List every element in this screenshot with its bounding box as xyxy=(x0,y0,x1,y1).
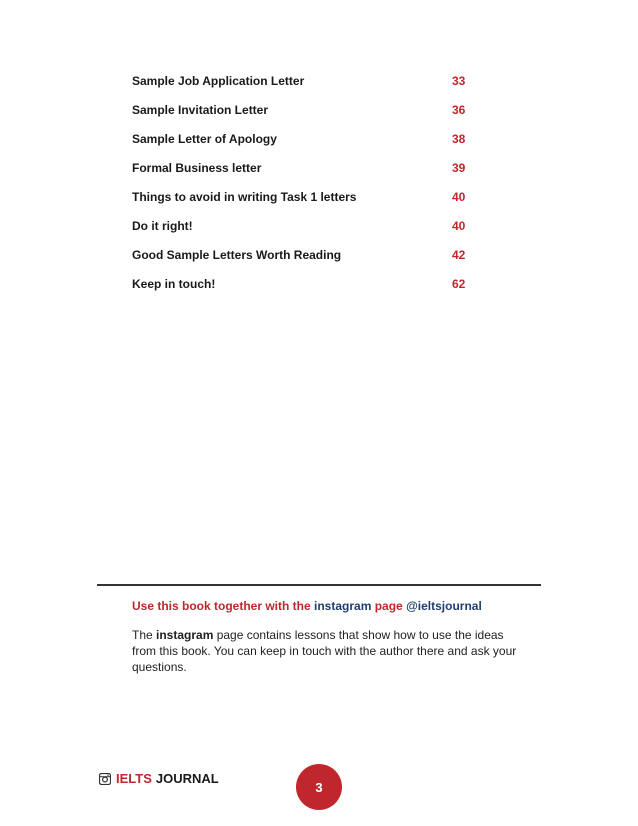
toc-entry-page: 42 xyxy=(452,247,466,262)
toc-entry-title: Formal Business letter xyxy=(132,160,262,175)
toc-entry-page: 38 xyxy=(452,131,466,146)
toc-entry[interactable] xyxy=(132,124,482,153)
toc-entry-title: Things to avoid in writing Task 1 letters xyxy=(132,189,357,204)
instagram-callout xyxy=(132,597,522,675)
toc-entry-title: Sample Job Application Letter xyxy=(132,73,305,88)
section-divider xyxy=(97,584,541,586)
toc-entry-page: 62 xyxy=(452,276,466,291)
callout-body-emphasis: instagram xyxy=(156,628,214,642)
footer-brand xyxy=(99,771,219,786)
table-of-contents xyxy=(132,66,482,298)
toc-entry-page: 40 xyxy=(452,218,466,233)
toc-entry-page: 33 xyxy=(452,73,466,88)
toc-entry[interactable] xyxy=(132,95,482,124)
page-number-badge: 3 xyxy=(296,764,342,810)
toc-entry-title: Good Sample Letters Worth Reading xyxy=(132,247,342,262)
toc-entry[interactable] xyxy=(132,182,482,211)
toc-entry-title: Keep in touch! xyxy=(132,276,216,291)
toc-entry-page: 40 xyxy=(452,189,466,204)
toc-entry-title: Sample Invitation Letter xyxy=(132,102,269,117)
callout-heading-text: page xyxy=(371,599,407,613)
toc-entry[interactable] xyxy=(132,153,482,182)
brand-name-ielts: IELTS xyxy=(116,771,152,786)
instagram-icon xyxy=(99,773,111,785)
callout-heading-text: Use this book together with the xyxy=(132,599,315,613)
toc-entry[interactable] xyxy=(132,66,482,95)
toc-entry-title: Do it right! xyxy=(132,218,193,233)
callout-body-text: The xyxy=(132,628,157,642)
instagram-link[interactable]: instagram xyxy=(314,599,372,613)
ieltsjournal-handle-link[interactable]: @ieltsjournal xyxy=(406,599,482,613)
toc-entry[interactable] xyxy=(132,269,482,298)
toc-entry[interactable] xyxy=(132,240,482,269)
toc-entry-page: 39 xyxy=(452,160,466,175)
toc-entry-page: 36 xyxy=(452,102,466,117)
brand-name-journal: JOURNAL xyxy=(155,771,219,786)
callout-body-text: page contains lessons that show how to use the ideas from this book. You can keep in touch with the author there and ask your questions. xyxy=(132,628,517,674)
toc-entry-title: Sample Letter of Apology xyxy=(132,131,277,146)
callout-heading xyxy=(132,597,522,615)
toc-entry[interactable] xyxy=(132,211,482,240)
callout-body xyxy=(132,627,522,675)
